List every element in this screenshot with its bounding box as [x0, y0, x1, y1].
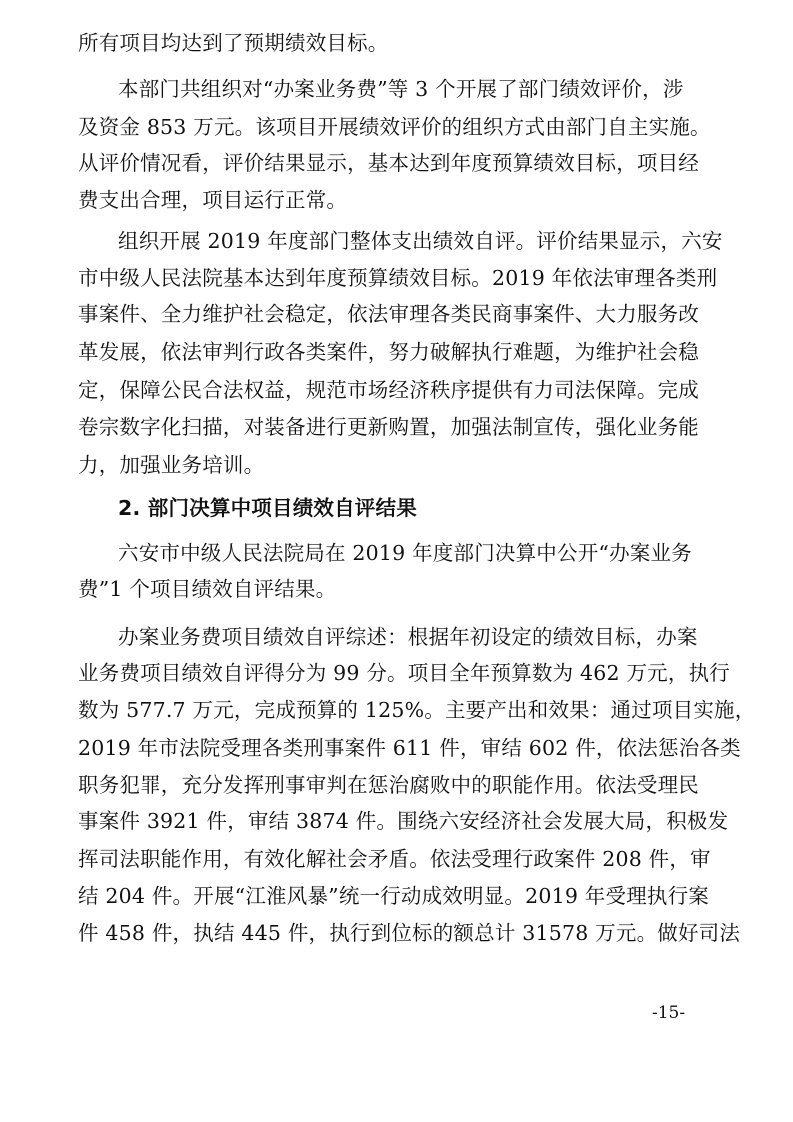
paragraph-line: 费”1 个项目绩效自评结果。: [78, 577, 337, 601]
paragraph-line: 数为 577.7 万元，完成预算的 125%。主要产出和效果：通过项目实施，: [78, 698, 756, 722]
paragraph-line: 挥司法职能作用，有效化解社会矛盾。依法受理行政案件 208 件，审: [78, 847, 711, 871]
paragraph-line: 及资金 853 万元。该项目开展绩效评价的组织方式由部门自主实施。: [78, 115, 711, 139]
paragraph-line: 职务犯罪，充分发挥刑事审判在惩治腐败中的职能作用。依法受理民: [78, 773, 699, 797]
paragraph-line: 本部门共组织对“办案业务费”等 3 个开展了部门绩效评价，涉: [118, 77, 684, 101]
page-number: -15-: [652, 1003, 686, 1023]
paragraph-line: 六安市中级人民法院局在 2019 年度部门决算中公开“办案业务: [118, 541, 692, 565]
paragraph-line: 所有项目均达到了预期绩效目标。: [78, 31, 389, 55]
paragraph-line: 力，加强业务培训。: [78, 453, 265, 477]
paragraph-line: 定，保障公民合法权益，规范市场经济秩序提供有力司法保障。完成: [78, 378, 699, 402]
paragraph-line: 费支出合理，项目运行正常。: [78, 188, 348, 212]
paragraph-line: 组织开展 2019 年度部门整体支出绩效自评。评价结果显示，六安: [118, 229, 723, 253]
paragraph-line: 办案业务费项目绩效自评综述：根据年初设定的绩效目标，办案: [118, 625, 698, 649]
section-heading: 2. 部门决算中项目绩效自评结果: [118, 496, 417, 520]
paragraph-line: 2019 年市法院受理各类刑事案件 611 件，审结 602 件，依法惩治各类: [78, 736, 741, 760]
paragraph-line: 从评价情况看，评价结果显示，基本达到年度预算绩效目标，项目经: [78, 151, 699, 175]
paragraph-line: 事案件、全力维护社会稳定，依法审理各类民商事案件、大力服务改: [78, 302, 699, 326]
paragraph-line: 业务费项目绩效自评得分为 99 分。项目全年预算数为 462 万元，执行: [78, 661, 730, 685]
paragraph-line: 件 458 件，执结 445 件，执行到位标的额总计 31578 万元。做好司法: [78, 921, 741, 945]
paragraph-line: 市中级人民法院基本达到年度预算绩效目标。2019 年依法审理各类刑: [78, 266, 718, 290]
paragraph-line: 卷宗数字化扫描，对装备进行更新购置，加强法制宣传，强化业务能: [78, 415, 699, 439]
paragraph-line: 革发展，依法审判行政各类案件，努力破解执行难题，为维护社会稳: [78, 340, 699, 364]
paragraph-line: 事案件 3921 件，审结 3874 件。围绕六安经济社会发展大局，积极发: [78, 809, 729, 833]
paragraph-line: 结 204 件。开展“江淮风暴”统一行动成效明显。2019 年受理执行案: [78, 884, 710, 908]
